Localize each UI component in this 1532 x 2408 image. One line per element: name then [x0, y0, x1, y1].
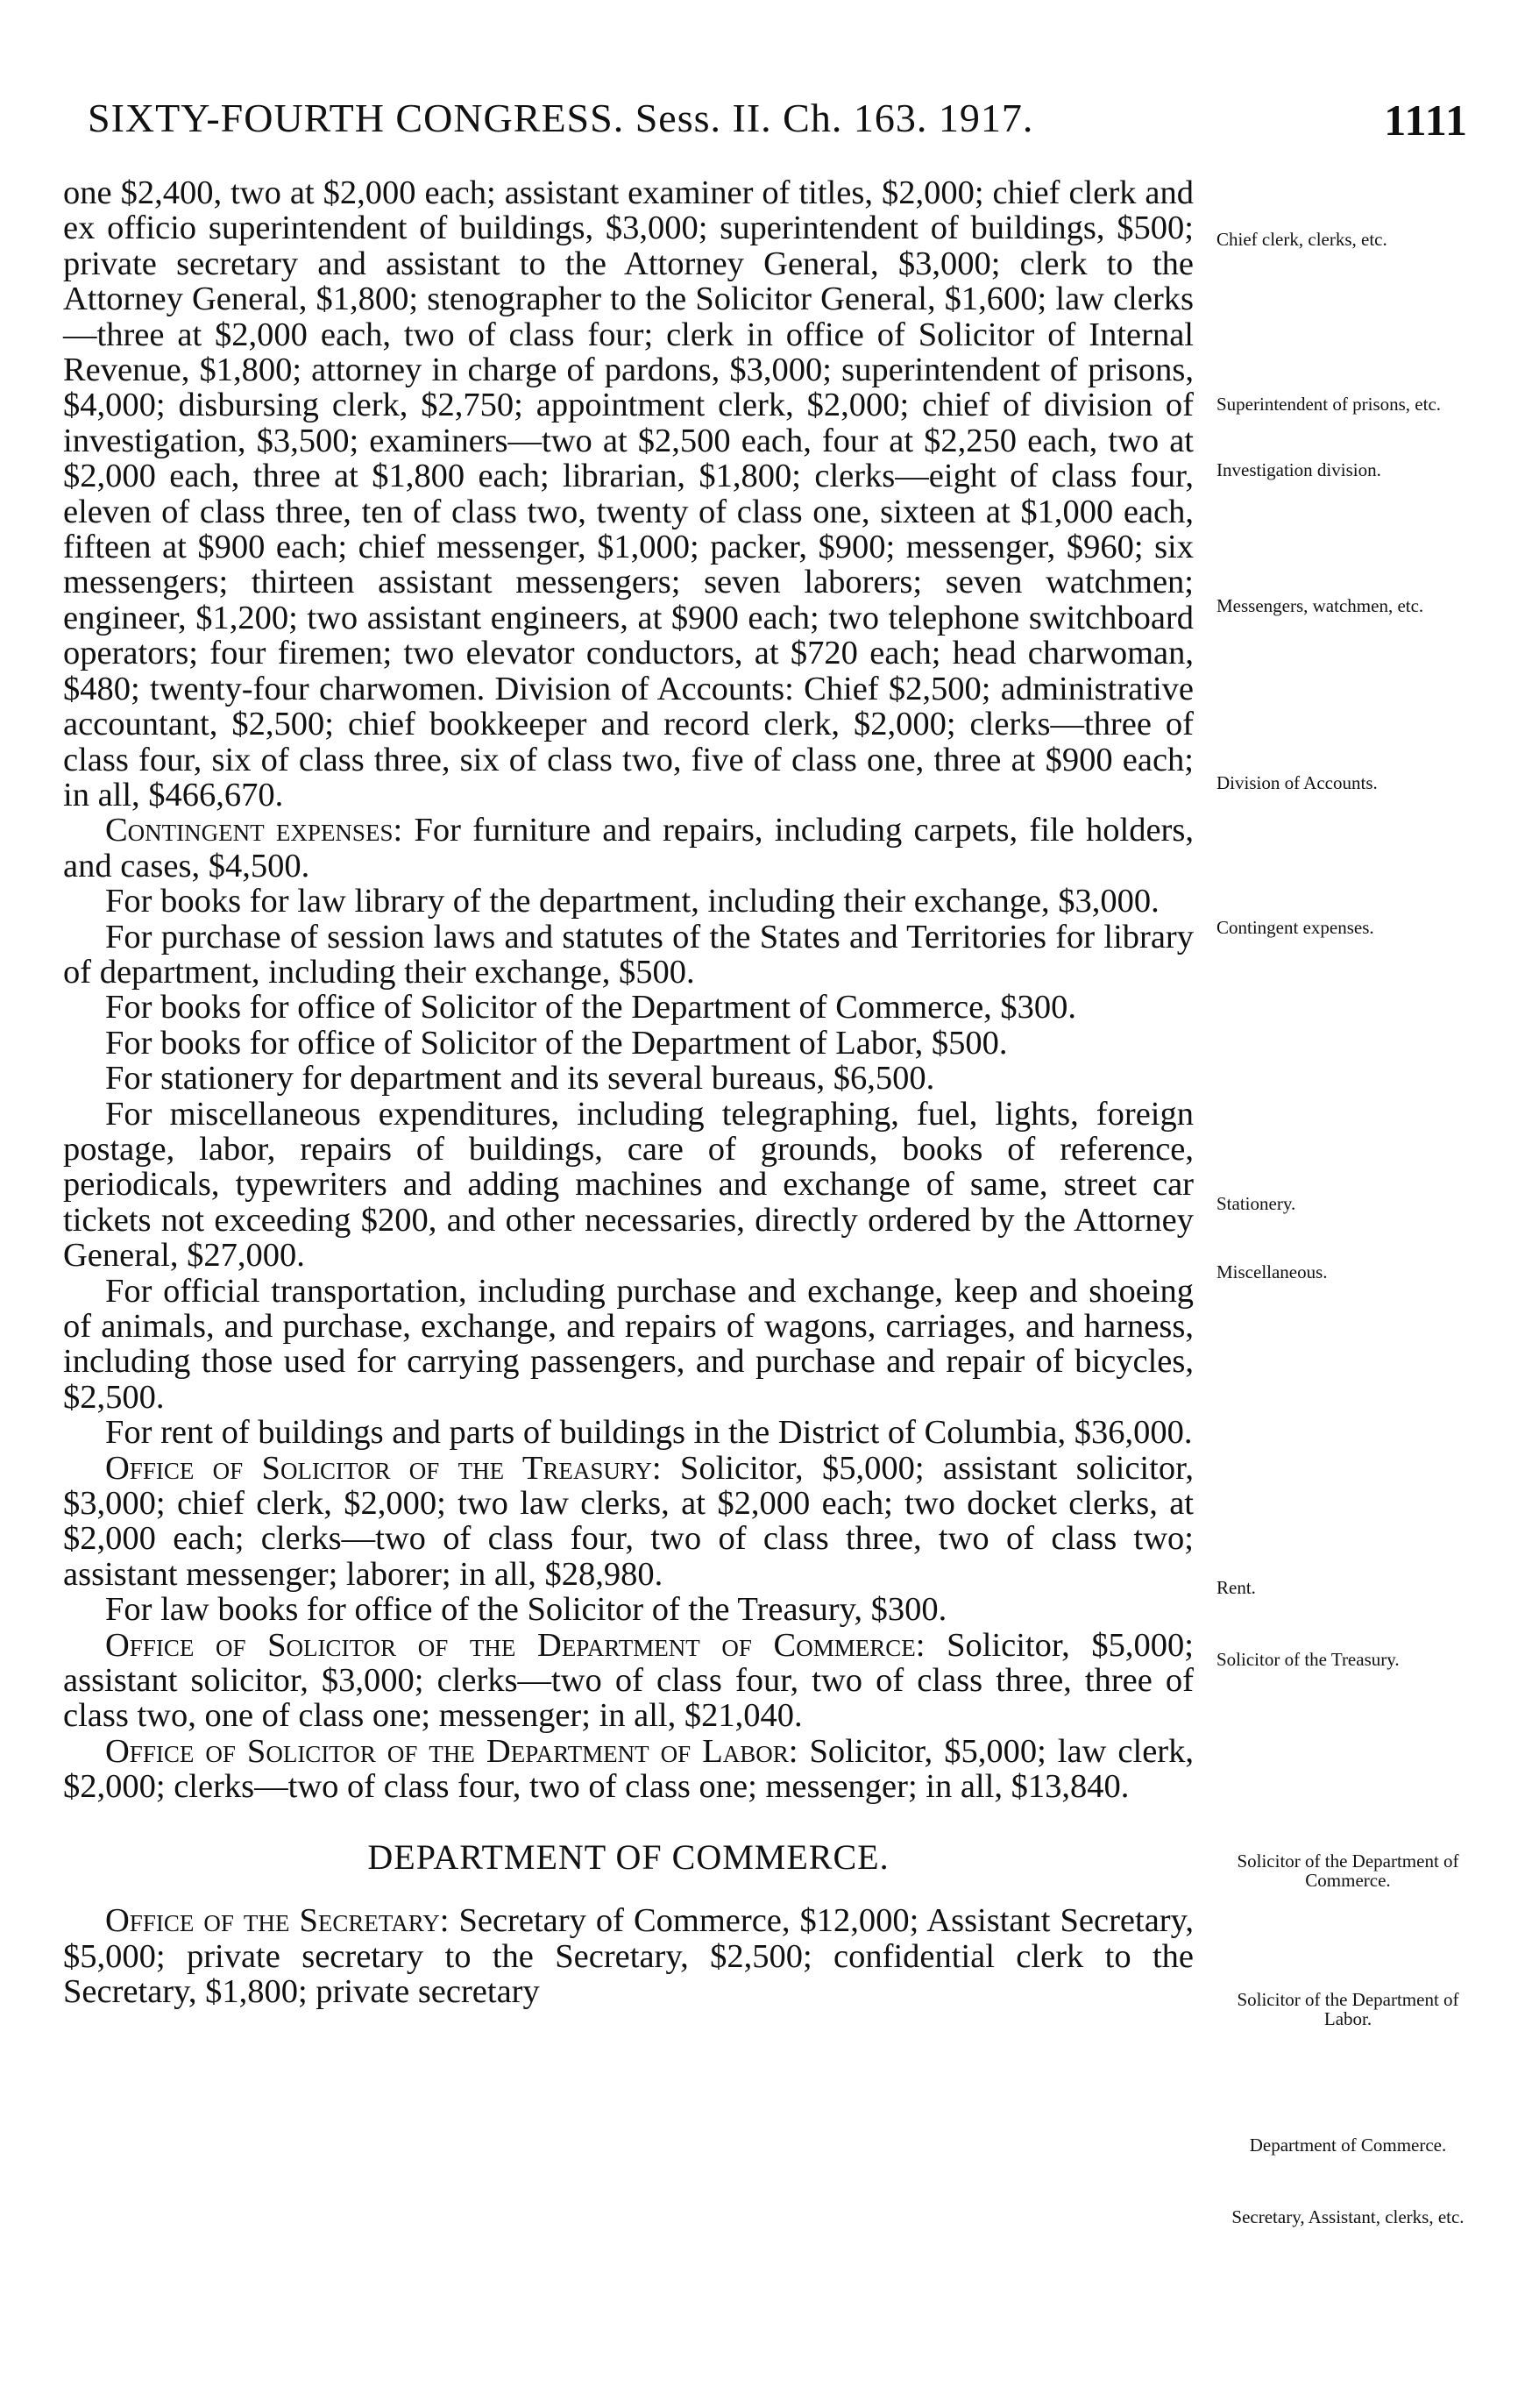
paragraph-head: Contingent expenses: [105, 812, 403, 849]
paragraph-miscellaneous: For miscellaneous expenditures, including telegraphing, fuel, lights, foreign postage, labor, repairs of buildings, care of grounds, books of reference, periodicals, typewriters and adding machines and exchange of same, street car tickets not exceeding $200, and other necessaries, directly ordered by the Attorney General, $27,000. [63, 1095, 1194, 1275]
paragraph-treasury-law-books: For law books for office of the Solicitor of the Treasury, $300. [105, 1591, 947, 1629]
paragraph-text: Solicitor, $5,000; assistant solicitor, $3,000; clerks—two of class four, two of class three, three of class two, one of class one; messenger; in all, $21,040. [63, 1626, 1195, 1735]
paragraph-text: For furniture and repairs, including carpets, file holders, and cases, $4,500. [63, 812, 1194, 884]
paragraph-head: Office of Solicitor of the Department of Commerce: [105, 1626, 926, 1664]
page-number: 1111 [1384, 96, 1468, 145]
statute-text [63, 175, 1194, 2009]
paragraph-labor-books: For books for office of Solicitor of the Department of Labor, $500. [105, 1024, 1008, 1062]
margin-note-accounts: Division of Accounts. [1216, 772, 1378, 793]
paragraph-solicitor-labor [63, 1734, 1194, 1805]
paragraph-rent: For rent of buildings and parts of buildings in the District of Columbia, $36,000. [105, 1414, 1193, 1452]
margin-note-miscellaneous: Miscellaneous. [1216, 1261, 1328, 1282]
paragraph-transportation: For official transportation, including purchase and exchange, keep and shoeing of animals, and purchase, exchange, and repairs of wagons, carriages, and harness, including those used for carrying passengers, and purchase and repair of bicycles, $2,500. [63, 1272, 1194, 1416]
paragraph-head: Office of Solicitor of the Treasury: [105, 1449, 662, 1487]
margin-note-superintendent: Superintendent of prisons, etc. [1216, 394, 1442, 415]
margin-note-solicitor-treasury: Solicitor of the Treasury. [1216, 1649, 1400, 1670]
margin-note-stationery: Stationery. [1216, 1193, 1296, 1214]
margin-note-messengers: Messengers, watchmen, etc. [1216, 595, 1424, 616]
margin-note-department-commerce: Department of Commerce. [1249, 2135, 1447, 2156]
margin-note-solicitor-labor: Solicitor of the Department of Labor. [1237, 1989, 1459, 2029]
running-head: SIXTY-FOURTH CONGRESS. Sess. II. Ch. 163. 1917. [88, 96, 1034, 140]
paragraph-office-secretary [63, 1903, 1194, 2009]
paragraph-text: Solicitor, $5,000; law clerk, $2,000; clerks—two of class four, two of class one; messenger; in all, $13,840. [63, 1732, 1194, 1806]
paragraph-justice-salaries: one $2,400, two at $2,000 each; assistant examiner of titles, $2,000; chief clerk and ex officio superintendent of buildings, $3,000; superintendent of buildings, $500; private secretary and assistant to the Attorney General, $3,000; clerk to the Attorney General, $1,800; stenographer to the Solicitor General, $1,600; law clerks—three at $2,000 each, two of class four; clerk in office of Solicitor of Internal Revenue, $1,800; attorney in charge of pardons, $3,000; superintendent of prisons, $4,000; disbursing clerk, $2,750; appointment clerk, $2,000; chief of division of investigation, $3,500; examiners—two at $2,500 each, four at $2,250 each, two at $2,000 each, three at $1,800 each; librarian, $1,800; clerks—eight of class four, eleven of class three, ten of class two, twenty of class one, sixteen at $1,000 each, fifteen at $900 each; chief messenger, $1,000; packer, $900; messenger, $960; six messengers; thirteen assistant messengers; seven laborers; seven watchmen; engineer, $1,200; two assistant engineers, at $900 each; two telephone switchboard operators; four firemen; two elevator conductors, at $720 each; head charwoman, $480; twenty-four charwomen. Division of Accounts: Chief $2,500; administrative accountant, $2,500; chief bookkeeper and record clerk, $2,000; clerks—three of class four, six of class three, six of class two, five of class one, three at $900 each; in all, $466,670. [63, 174, 1194, 813]
paragraph-law-library: For books for law library of the department, including their exchange, $3,000. [105, 883, 1160, 920]
margin-note-secretary: Secretary, Assistant, clerks, etc. [1231, 2206, 1465, 2227]
page-header [88, 95, 1468, 147]
margin-note-chief-clerk: Chief clerk, clerks, etc. [1216, 229, 1387, 250]
paragraph-commerce-books: For books for office of Solicitor of the Department of Commerce, $300. [105, 989, 1077, 1026]
paragraph-text: Solicitor, $5,000; assistant solicitor, $3,000; chief clerk, $2,000; two law clerks, at $2,000 each; two docket clerks, at $2,000 each; clerks—two of class four, two of class three, two of class two; assistant messenger; laborer; in all, $28,980. [63, 1449, 1194, 1593]
margin-note-contingent: Contingent expenses. [1216, 917, 1374, 938]
margin-note-investigation: Investigation division. [1216, 459, 1381, 480]
paragraph-stationery: For stationery for department and its several bureaus, $6,500. [105, 1060, 935, 1097]
section-heading: DEPARTMENT OF COMMERCE. [367, 1836, 890, 1877]
paragraph-contingent-expenses [63, 813, 1194, 884]
paragraph-solicitor-treasury [63, 1451, 1194, 1593]
paragraph-head: Office of Solicitor of the Department of Labor: [105, 1732, 798, 1770]
paragraph-session-laws: For purchase of session laws and statutes of the States and Territories for library of department, including their exchange, $500. [63, 918, 1194, 991]
margin-note-solicitor-commerce: Solicitor of the Department of Commerce. [1237, 1850, 1459, 1891]
paragraph-text: Secretary of Commerce, $12,000; Assistant Secretary, $5,000; private secretary to the Secretary, $2,500; confidential clerk to the Secretary, $1,800; private secretary [63, 1902, 1194, 2010]
paragraph-solicitor-commerce [63, 1628, 1194, 1734]
margin-note-rent: Rent. [1216, 1577, 1256, 1598]
paragraph-head: Office of the Secretary: [105, 1902, 450, 1940]
